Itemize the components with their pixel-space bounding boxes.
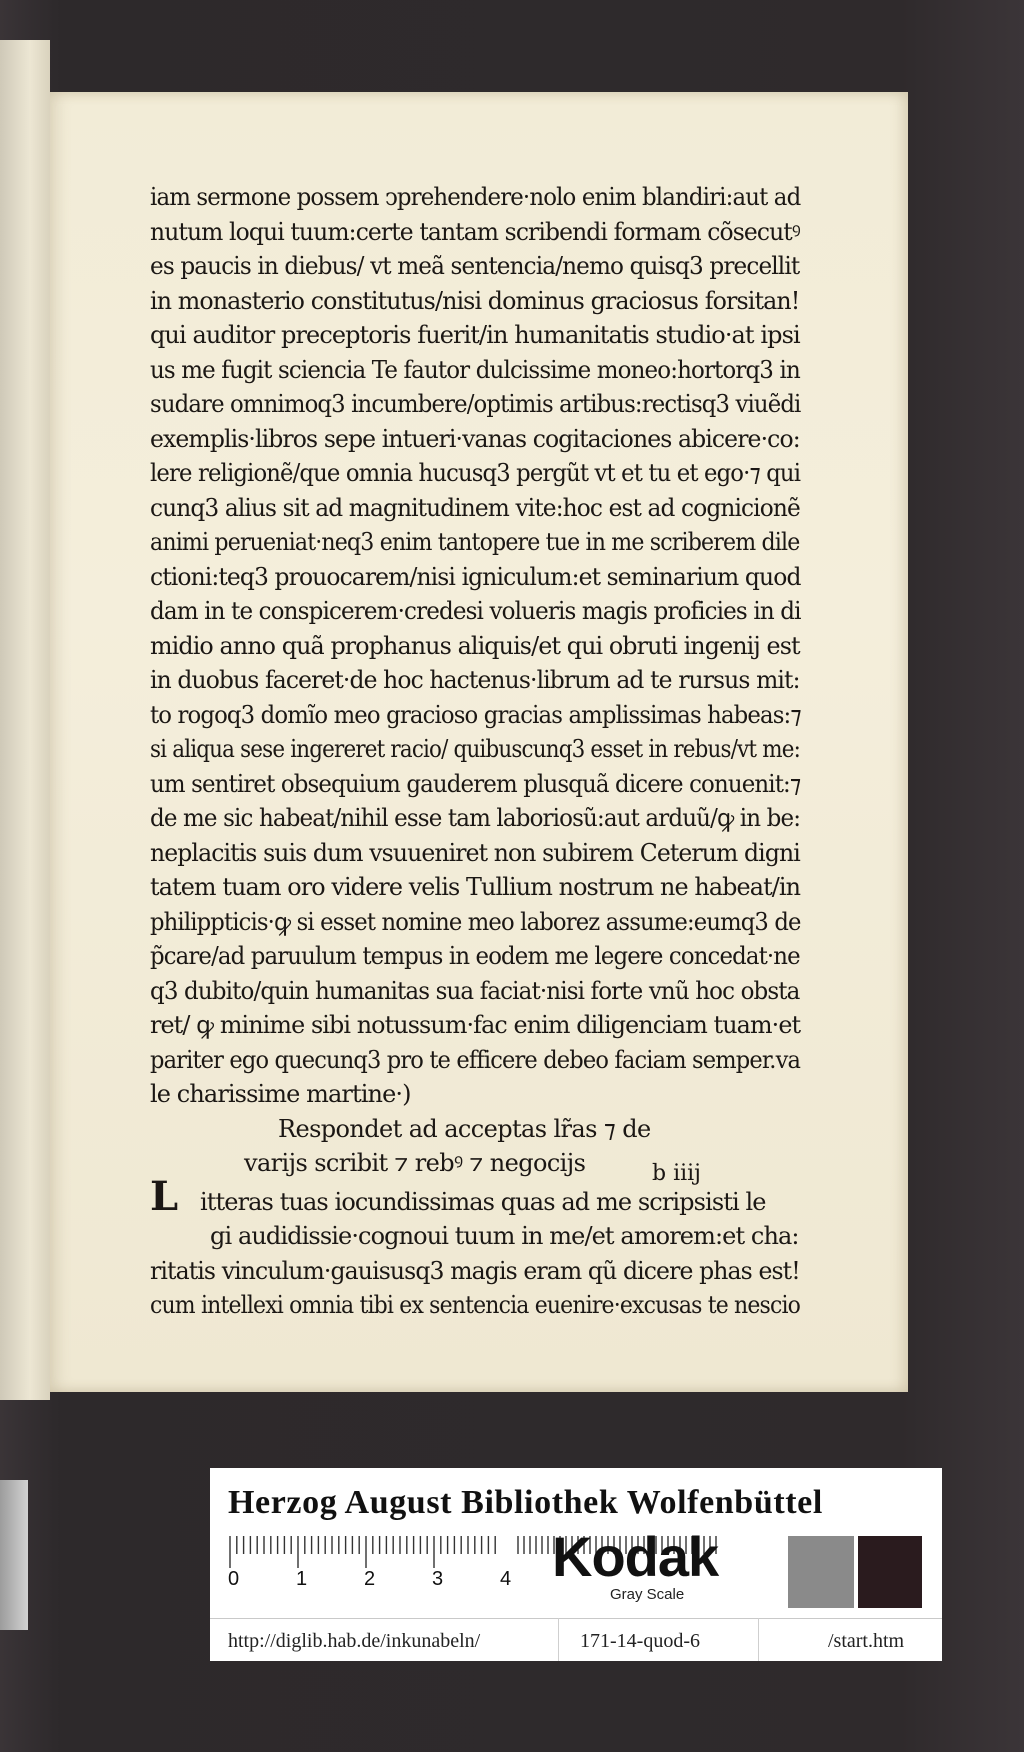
text-line: ctioni:teq3 prouocarem/nisi igniculum:et seminarium quod (150, 562, 801, 591)
ruler-number: 4 (500, 1568, 512, 1590)
url-separator (758, 1618, 759, 1661)
text-line: tatem tuam oro videre velis Tullium nostrum ne habeat/in (150, 873, 801, 901)
ruler-number: 1 (296, 1568, 308, 1590)
text-line: q3 dubito/quin humanitas sua faciat·nisi forte vnũ hoc obsta (150, 976, 800, 1005)
text-block (150, 180, 801, 1323)
text-line: us me fugit sciencia Te fautor dulcissime moneo:hortorq3 in (150, 355, 800, 384)
text-line: in monasterio constitutus/nisi dominus graciosus forsitan! (150, 286, 800, 315)
text-line: le charissime martine·) (150, 1080, 411, 1108)
para2-line-3: ritatis vinculum·gauisusq3 magis eram qũ dicere phas est! (150, 1256, 800, 1285)
color-target-card (210, 1468, 942, 1661)
text-line: p̃care/ad paruulum tempus in eodem me legere concedat·ne (150, 942, 800, 970)
text-line: cunq3 alius sit ad magnitudinem vite:hoc est ad cognicionẽ (150, 493, 800, 522)
text-line: in duobus faceret·de hoc hactenus·librum ad te rursus mit: (150, 666, 800, 694)
url-end: /start.htm (828, 1630, 905, 1652)
ruler-number: 3 (432, 1568, 444, 1590)
text-line: neplacitis suis dum vsuueniret non subirem Ceterum digni (150, 838, 800, 867)
para2-line-2: gi audidissie·cognoui tuum in me/et amorem:et cha: (210, 1222, 799, 1250)
text-line: qui auditor preceptoris fuerit/in humanitatis studio·at ipsi (150, 321, 800, 349)
text-line: iam sermone possem ↄprehendere·nolo enim blandiri:aut ad (150, 183, 801, 211)
gray-swatch (788, 1536, 854, 1608)
text-line: um sentiret obsequium gauderem plusquã dicere conuenit:⁊ (150, 769, 801, 798)
kodak-logo (544, 1525, 744, 1608)
library-title: Herzog August Bibliothek Wolfenbüttel (228, 1484, 823, 1521)
text-line: dam in te conspicerem·credesi volueris magis proficies in di (150, 597, 801, 625)
text-line: animi perueniat·neq3 enim tantopere tue in me scriberem dile (150, 528, 800, 556)
section-heading-line-2: varijs scribit ⁊ rebꝰ ⁊ negocijs (244, 1148, 586, 1177)
divider (210, 1618, 942, 1619)
url-separator (558, 1618, 559, 1661)
text-line: lere religionẽ/que omnia hucusq3 pergũt vt et tu et ego·⁊ qui (150, 459, 801, 487)
text-line: sudare omnimoq3 incumbere/optimis artibus:rectisq3 viuẽdi (150, 390, 801, 418)
left-page-edge (0, 40, 50, 1400)
signature-mark: b iiij (652, 1161, 702, 1186)
dark-swatch (858, 1536, 922, 1608)
protruding-leaf (0, 1480, 28, 1630)
text-line: nutum loqui tuum:certe tantam scribendi formam cõsecutꝰ (150, 217, 800, 246)
section-heading-line-1: Respondet ad acceptas lr̃as ⁊ de (278, 1114, 651, 1143)
text-line: es paucis in diebus/ vt meã sentencia/nemo quisq3 precellit (150, 252, 800, 280)
text-line: si aliqua sese ingereret racio/ quibuscunq3 esset in rebus/vt me: (150, 735, 801, 763)
ruler-number: 2 (364, 1568, 376, 1590)
initial-letter: L (150, 1172, 178, 1220)
text-line: de me sic habeat/nihil esse tam laboriosũ:aut arduũ/ꝙ in be: (150, 804, 801, 832)
kodak-brand: Kodak (552, 1525, 719, 1588)
url-base: http://diglib.hab.de/inkunabeln/ (228, 1630, 481, 1652)
text-line: to rogoq3 domĩo meo gracioso gracias amplissimas habeas:⁊ (150, 700, 801, 729)
ruler-numbers (228, 1568, 528, 1592)
gray-scale-label: Gray Scale (610, 1586, 685, 1603)
para2-line-4: cum intellexi omnia tibi ex sentencia euenire·excusas te nescio (150, 1291, 801, 1319)
main-paragraph (150, 180, 801, 1112)
ruler-number: 0 (228, 1568, 240, 1590)
url-id: 171-14-quod-6 (580, 1630, 700, 1652)
text-line: midio anno quã prophanus aliquis/et qui obruti ingenij est (150, 631, 800, 660)
para2-line-1-text: itteras tuas iocundissimas quas ad me scripsisti le (200, 1187, 766, 1216)
text-line: philippticis·ꝙ si esset nomine meo laborez assume:eumq3 de (150, 907, 801, 936)
text-line: exemplis·libros sepe intueri·vanas cogitaciones abicere·co: (150, 424, 800, 453)
text-line: pariter ego quecunq3 pro te efficere debeo faciam semper.va (150, 1045, 801, 1074)
text-line: ret/ ꝙ minime sibi notussum·fac enim diligenciam tuam·et (150, 1011, 801, 1039)
